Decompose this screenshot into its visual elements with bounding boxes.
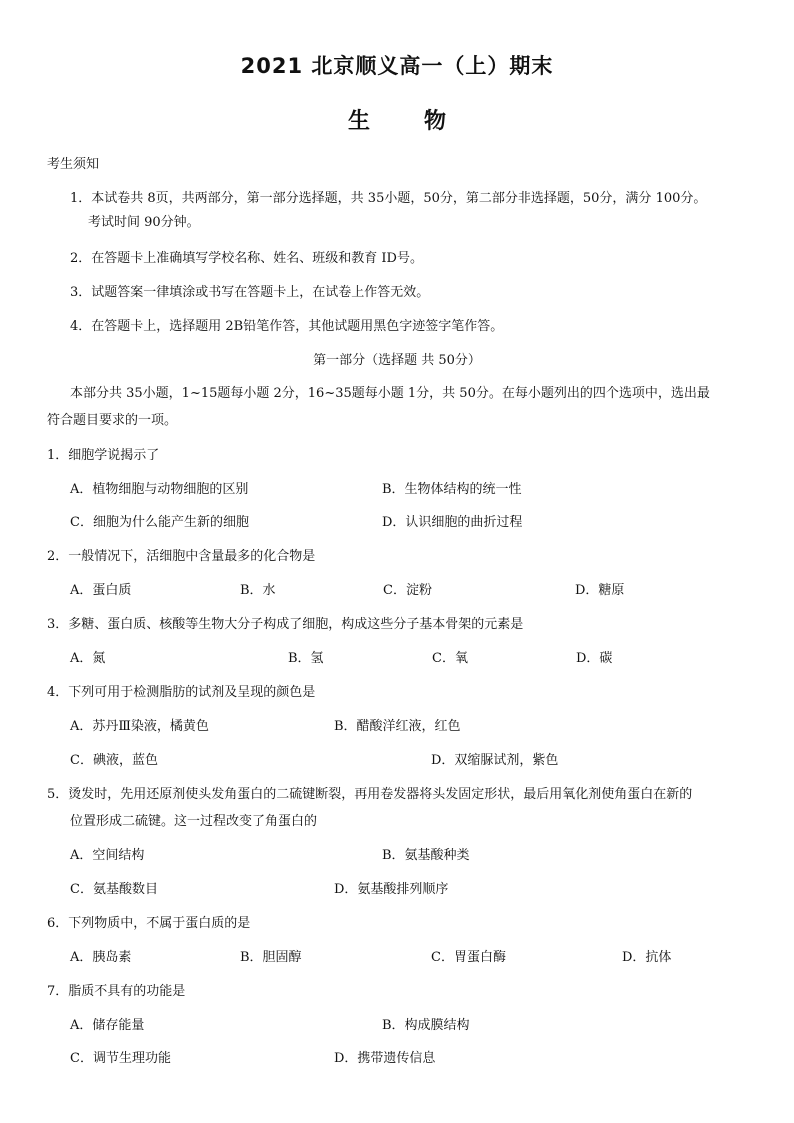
subject-char-1: 生 (347, 109, 370, 134)
notice-item: 2．在答题卡上准确填写学校名称、姓名、班级和教育 ID号。 (70, 251, 423, 266)
question-option: B．氨基酸种类 (382, 848, 470, 863)
question-stem: 4．下列可用于检测脂肪的试剂及呈现的颜色是 (47, 685, 316, 700)
question-option: C．碘液，蓝色 (70, 753, 158, 768)
question-stem: 2．一般情况下，活细胞中含量最多的化合物是 (47, 549, 316, 564)
question-option: A．苏丹Ⅲ染液，橘黄色 (70, 719, 209, 734)
question-option: C．细胞为什么能产生新的细胞 (70, 515, 249, 530)
notice-item: 考试时间 90分钟。 (88, 215, 200, 230)
question-option: A．氮 (70, 651, 106, 666)
part1-intro: 符合题目要求的一项。 (47, 413, 178, 428)
question-option: D．抗体 (622, 950, 672, 965)
question-option: D．氨基酸排列顺序 (334, 882, 449, 897)
question-option: B．生物体结构的统一性 (382, 482, 522, 497)
notice-item: 3．试题答案一律填涂或书写在答题卡上，在试卷上作答无效。 (70, 285, 430, 300)
part1-heading: 第一部分（选择题 共 50分） (313, 353, 481, 368)
question-stem: 5．烫发时，先用还原剂使头发角蛋白的二硫键断裂，再用卷发器将头发固定形状，最后用氧化剂使角蛋白在新的 (47, 787, 693, 802)
question-option: A．蛋白质 (70, 583, 132, 598)
question-option: B．构成膜结构 (382, 1018, 470, 1033)
question-stem: 7．脂质不具有的功能是 (47, 984, 186, 999)
question-stem: 3．多糖、蛋白质、核酸等生物大分子构成了细胞，构成这些分子基本骨架的元素是 (47, 617, 524, 632)
question-option: C．淀粉 (383, 583, 432, 598)
question-option: B．水 (240, 583, 276, 598)
question-option: B．胆固醇 (240, 950, 302, 965)
part1-intro: 本部分共 35小题，1~15题每小题 2分，16~35题每小题 1分，共 50分。在每小题列出的四个选项中，选出最 (70, 386, 710, 401)
question-option: C．氧 (432, 651, 468, 666)
question-option: A．储存能量 (70, 1018, 145, 1033)
question-stem: 1．细胞学说揭示了 (47, 448, 160, 463)
question-option: A．胰岛素 (70, 950, 132, 965)
question-option: A．空间结构 (70, 848, 145, 863)
subject-title (0, 104, 794, 135)
question-option: D．双缩脲试剂，紫色 (431, 753, 559, 768)
question-option: D．携带遗传信息 (334, 1051, 436, 1066)
question-option: B．氢 (288, 651, 324, 666)
notice-item: 4．在答题卡上，选择题用 2B铅笔作答，其他试题用黑色字迹签字笔作答。 (70, 319, 504, 334)
notice-item: 1．本试卷共 8页，共两部分，第一部分选择题，共 35小题，50分，第二部分非选择题，50分，满分 100分。 (70, 191, 707, 206)
question-stem: 位置形成二硫键。这一过程改变了角蛋白的 (70, 814, 318, 829)
notice-heading: 考生须知 (47, 157, 100, 172)
question-option: C．氨基酸数目 (70, 882, 158, 897)
exam-title: 2021 北京顺义高一（上）期末 (240, 54, 554, 78)
subject-char-2: 物 (424, 109, 447, 134)
question-option: D．糖原 (575, 583, 625, 598)
question-option: B．醋酸洋红液，红色 (334, 719, 461, 734)
question-option: C．调节生理功能 (70, 1051, 171, 1066)
question-option: C．胃蛋白酶 (431, 950, 506, 965)
question-option: D．认识细胞的曲折过程 (382, 515, 523, 530)
question-option: A．植物细胞与动物细胞的区别 (70, 482, 249, 497)
question-option: D．碳 (576, 651, 613, 666)
question-stem: 6．下列物质中，不属于蛋白质的是 (47, 916, 251, 931)
